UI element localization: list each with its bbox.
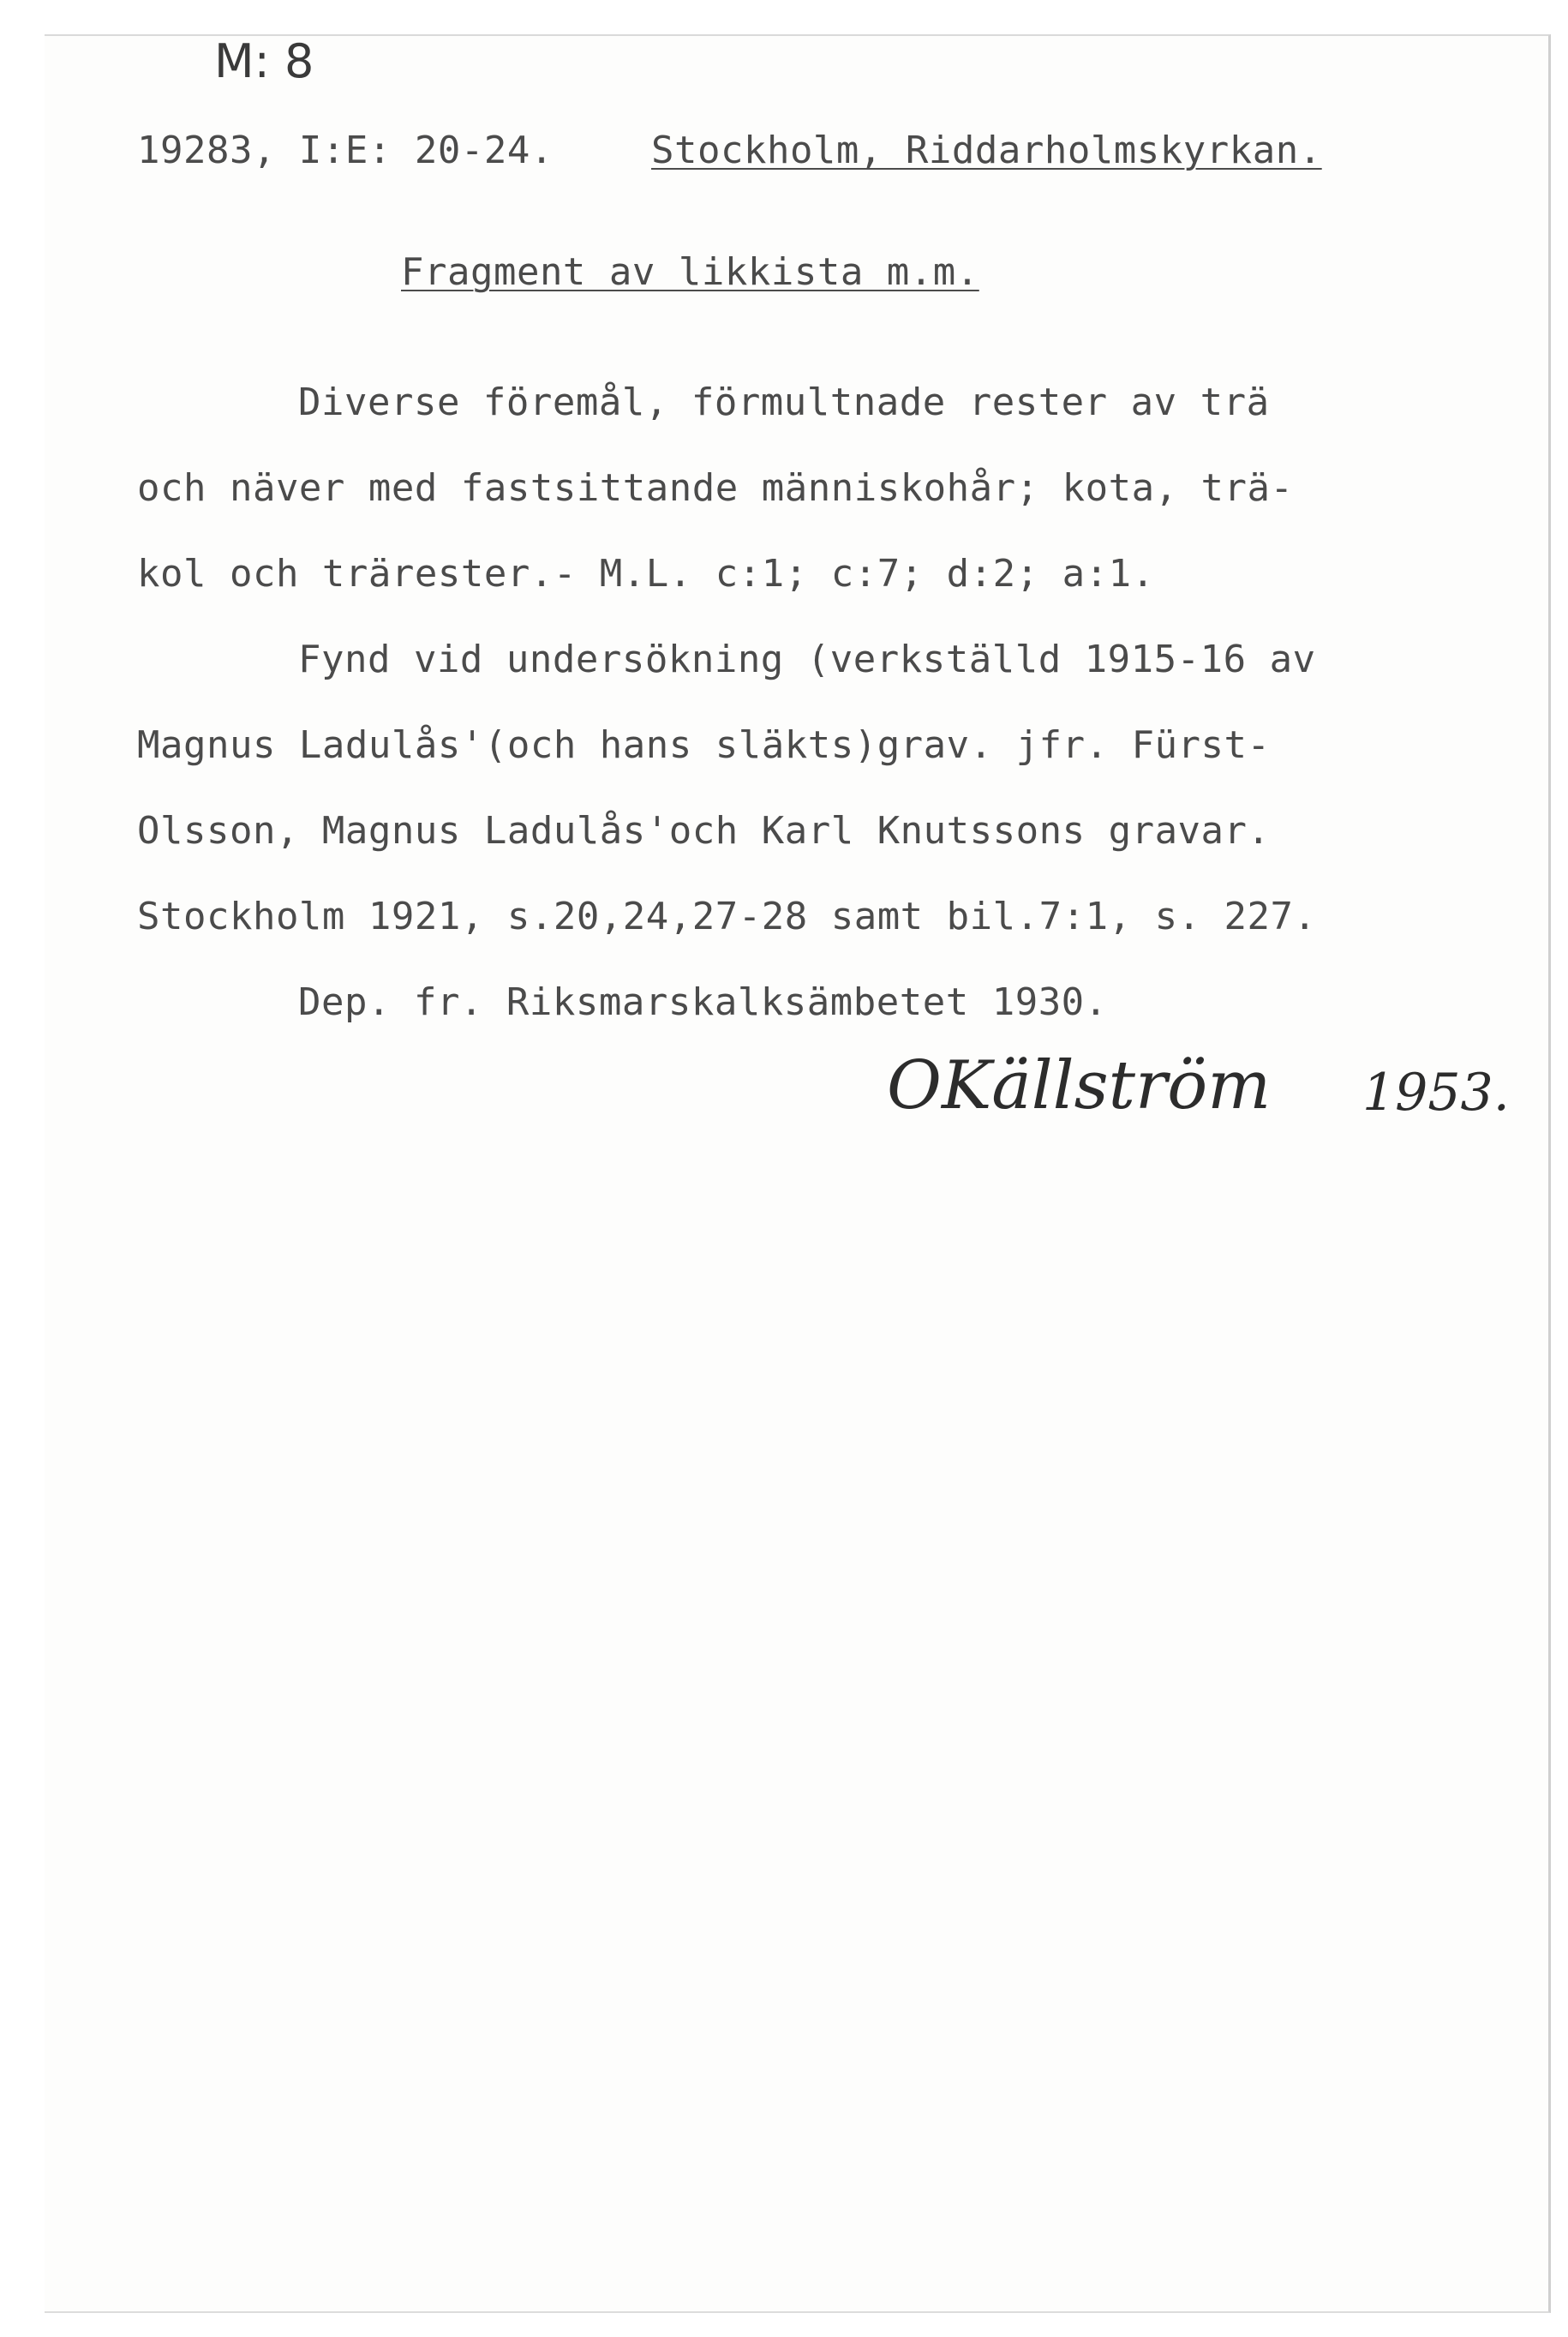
card-title: Fragment av likkista m.m. [401, 250, 979, 294]
body-line-3: kol och trärester.- M.L. c:1; c:7; d:2; a:1. [137, 552, 1155, 596]
signature: OKällström [887, 1047, 1272, 1124]
body-line-5: Magnus Ladulås'(och hans släkts)grav. jfr. Fürst- [137, 723, 1271, 767]
body-line-8: Dep. fr. Riksmarskalksämbetet 1930. [298, 980, 1108, 1024]
body-line-6: Olsson, Magnus Ladulås'och Karl Knutssons gravar. [137, 809, 1271, 853]
find-place: Stockholm, Riddarholmskyrkan. [651, 129, 1322, 172]
body-line-4: Fynd vid undersökning (verkställd 1915-16 av [298, 638, 1316, 681]
handwritten-id: M: 8 [214, 34, 314, 88]
body-line-7: Stockholm 1921, s.20,24,27-28 samt bil.7:1, s. 227. [137, 895, 1317, 938]
catalog-number: 19283, I:E: 20-24. [137, 129, 554, 172]
catalog-card [45, 34, 1551, 2313]
signature-year: 1953. [1362, 1063, 1510, 1123]
body-line-1: Diverse föremål, förmultnade rester av trä [298, 381, 1270, 424]
body-line-2: och näver med fastsittande människohår; kota, trä- [137, 466, 1294, 510]
